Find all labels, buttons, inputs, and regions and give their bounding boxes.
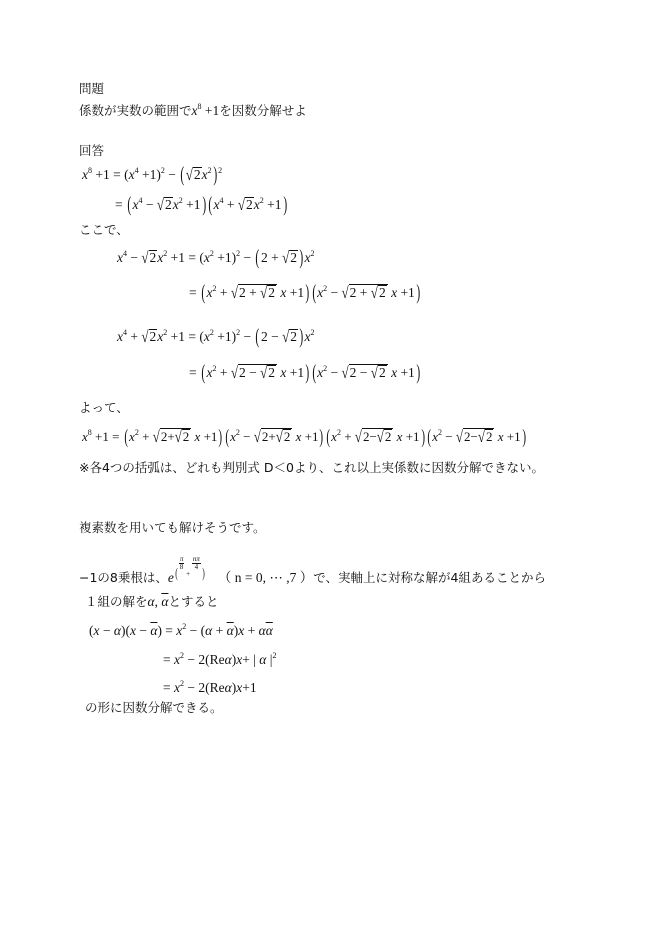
problem-statement-prefix: 係数が実数の範囲で (79, 103, 192, 118)
complex-equation-3: = $x^2 - 2(Re\alpha)x+1$ (163, 679, 257, 695)
here-label: ここで、 (79, 222, 129, 237)
complex-equation-2: = $x^2 - 2(Re\alpha)x+$ | α $|^2$ (163, 651, 277, 667)
equation-minus-2: = ($x^2 + √2 + √2$ x +1) ($x^2 - √2 + √2$ x +1) (189, 280, 420, 304)
pair-prefix: １組の解を (85, 594, 148, 609)
equation-step-2: = $(x^4 - √2x^2 +1) (x^4 + √2x^2 +1)$ (115, 192, 287, 216)
equation-plus-1: $x^4 + √2x^2 +1 = (x^2 +1)^2 - (2 - √2$ )$x^2$ (117, 324, 315, 348)
therefore-label: よって、 (79, 400, 129, 415)
problem-statement (79, 103, 307, 119)
equation-minus-1: $x^4 - √2x^2 +1 = (x^2 +1)^2 - (2 + √2$ )$x^2$ (117, 245, 315, 269)
equation-step-1: $x^8 +1 = (x^4 +1)^2 - (√2x^2)^2$ (82, 162, 223, 186)
complex-intro: 複素数を用いても解けそうです。 (79, 520, 266, 535)
roots-suffix: で、実軸上に対称な解が4組あることから (313, 570, 546, 585)
final-factorization: $x^8 +1 = (x^2 + √2+√2$ x +1) ($x^2 - √2+√2$ x +1) ($x^2 + √2-√2$ x +1) ($x^2 - √2-√2$ x +1) (82, 424, 526, 448)
problem-expression: $x^8 +1$ (191, 102, 220, 118)
complex-conclusion: の形に因数分解できる。 (85, 700, 223, 715)
pair-line (85, 594, 218, 610)
equation-plus-2: = ($x^2 + √2 - √2$ x +1) ($x^2 - √2 - √2$ x +1) (189, 360, 420, 384)
roots-line (79, 556, 546, 586)
roots-range: （ n = 0, ⋯ ,7 ） (217, 570, 314, 585)
roots-expression: e( $\frac{\pi}{8}$ + $\frac{n\pi}{4}$ ) (167, 555, 205, 585)
answer-heading: 回答 (79, 143, 105, 158)
pair-suffix: とすると (168, 594, 219, 609)
problem-statement-suffix: を因数分解せよ (219, 103, 307, 118)
discriminant-note: ※各4つの括弧は、どれも判別式 D＜0より、これ以上実係数に因数分解できない。 (79, 460, 544, 475)
complex-equation-1: $(x - \alpha)(x - \overline{\alpha}) = x^2 - (\alpha + \overline{\alpha})x + \alpha\overline{\alpha}$ (89, 622, 273, 638)
pair-symbols: α, $\overline{\alpha}$ (147, 594, 169, 609)
problem-heading: 問題 (79, 81, 105, 96)
roots-prefix: −1の8乗根は、 (79, 570, 168, 585)
